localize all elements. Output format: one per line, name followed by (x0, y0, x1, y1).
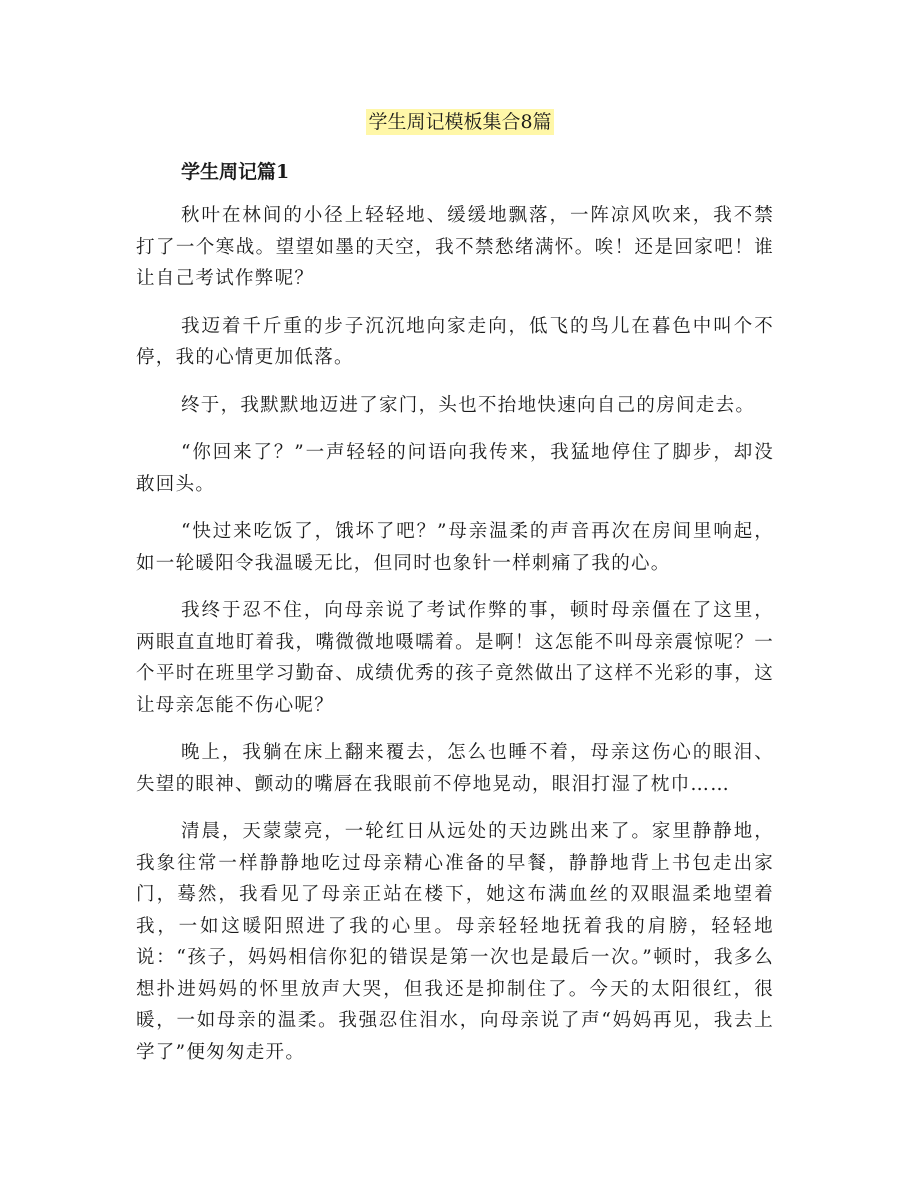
section-heading: 学生周记篇1 (181, 161, 290, 183)
paragraph: 秋叶在林间的小径上轻轻地、缓缓地飘落，一阵凉风吹来，我不禁打了一个寒战。望望如墨的天空，我不禁愁绪满怀。唉！还是回家吧！谁让自己考试作弊呢？ (136, 205, 774, 289)
body-text (136, 200, 774, 1084)
paragraph: 晚上，我躺在床上翻来覆去，怎么也睡不着，母亲这伤心的眼泪、失望的眼神、颤动的嘴唇在我眼前不停地晃动，眼泪打湿了枕巾…… (136, 742, 774, 795)
paragraph: “快过来吃饭了，饿坏了吧？”母亲温柔的声音再次在房间里响起，如一轮暖阳令我温暖无比，但同时也象针一样刺痛了我的心。 (136, 521, 774, 574)
document-title-text: 学生周记模板集合8篇 (368, 111, 552, 133)
paragraph: 清晨，天蒙蒙亮，一轮红日从远处的天边跳出来了。家里静静地，我象往常一样静静地吃过母亲精心准备的早餐，静静地背上书包走出家门，蓦然，我看见了母亲正站在楼下，她这布满血丝的双眼温柔地望着我，一如这暖阳照进了我的心里。母亲轻轻地抚着我的肩膀，轻轻地说：“孩子，妈妈相信你犯的错误是第一次也是最后一次。”顿时，我多么想扑进妈妈的怀里放声大哭，但我还是抑制住了。今天的太阳很红，很暖，一如母亲的温柔。我强忍住泪水，向母亲说了声“妈妈再见，我去上学了”便匆匆走开。 (136, 821, 774, 1063)
paragraph: 我终于忍不住，向母亲说了考试作弊的事，顿时母亲僵在了这里，两眼直直地盯着我，嘴微微地嗫嚅着。是啊！这怎能不叫母亲震惊呢？一个平时在班里学习勤奋、成绩优秀的孩子竟然做出了这样不光彩的事，这让母亲怎能不伤心呢？ (136, 600, 774, 716)
paragraph: 我迈着千斤重的步子沉沉地向家走向，低飞的鸟儿在暮色中叫个不停，我的心情更加低落。 (136, 315, 774, 368)
document-title (0, 104, 920, 140)
paragraph: “你回来了？”一声轻轻的问语向我传来，我猛地停住了脚步，却没敢回头。 (136, 442, 774, 495)
paragraph: 终于，我默默地迈进了家门，头也不抬地快速向自己的房间走去。 (181, 394, 756, 416)
